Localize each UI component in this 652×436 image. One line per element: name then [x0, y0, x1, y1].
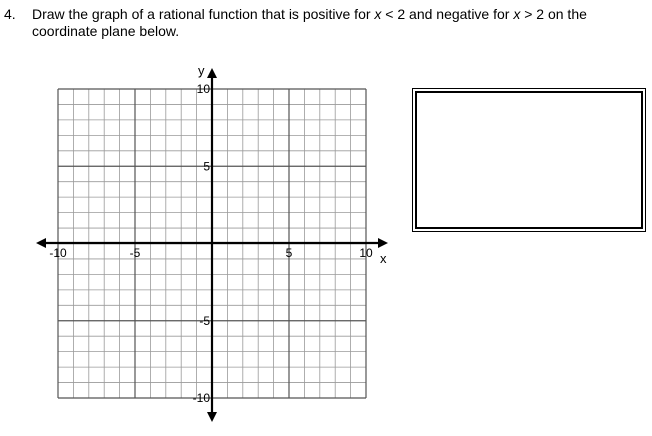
- answer-box-inner: [415, 91, 643, 229]
- x-axis-right-arrow-icon: [378, 238, 388, 248]
- question-text-line2: coordinate plane below.: [32, 23, 180, 39]
- x-tick-label: 10: [359, 246, 373, 260]
- x-axis-left-arrow-icon: [36, 238, 46, 248]
- y-axis-down-arrow-icon: [207, 412, 217, 422]
- question-variable: x: [374, 6, 382, 22]
- question-text-part: < 2 and negative for: [381, 6, 514, 22]
- question-variable: x: [513, 6, 521, 22]
- y-tick-label: -5: [199, 313, 210, 328]
- y-tick-label: 10: [196, 82, 210, 96]
- question-text-part: Draw the graph of a rational function that is positive for: [32, 6, 375, 22]
- y-axis-label: y: [198, 63, 205, 78]
- y-tick-label: 5: [203, 159, 210, 174]
- answer-box[interactable]: [412, 88, 646, 232]
- question-number: 4.: [4, 6, 16, 22]
- x-tick-label: -10: [49, 246, 67, 260]
- question-text-part: > 2 on the: [520, 6, 587, 22]
- y-tick-label: -10: [192, 391, 210, 405]
- x-tick-label: 5: [285, 246, 293, 260]
- y-axis-up-arrow-icon: [207, 68, 217, 78]
- x-tick-label: -5: [129, 246, 141, 260]
- x-axis-label: x: [380, 251, 387, 266]
